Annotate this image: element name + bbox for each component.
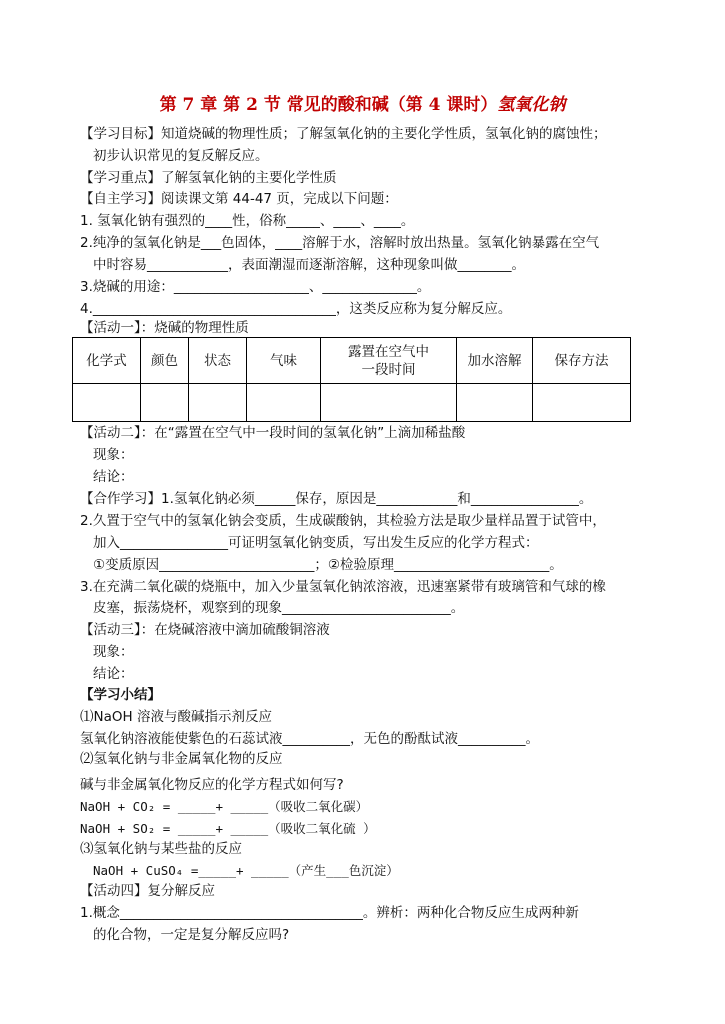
summary-item-1-text: 氢氧化钠溶液能使紫色的石蕊试液__________，无色的酚酞试液__________。: [80, 731, 539, 747]
equation-so2: NaOH + SO₂ = _____+ _____（吸收二氧化硫 ）: [80, 821, 376, 836]
activity-4-heading: 【活动四】复分解反应: [80, 883, 215, 899]
cooperative-line-1: 【合作学习】1.氢氧化钠必须______保存，原因是____________和________________。: [80, 491, 593, 507]
header-color: 颜色: [141, 338, 189, 384]
summary-item-2: ⑵氢氧化钠与非金属氧化物的反应: [80, 751, 283, 767]
cell-odor[interactable]: [247, 384, 321, 422]
question-2: 2.纯净的氢氧化钠是___色固体，____溶解于水，溶解时放出热量。氢氧化钠暴露在空气: [80, 235, 600, 251]
header-exposed-line1: 露置在空气中: [348, 343, 429, 360]
cooperative-line-5: 3.在充满二氧化碳的烧瓶中，加入少量氢氧化钠浓溶液，迅速塞紧带有玻璃管和气球的橡: [80, 579, 606, 595]
summary-question: 碱与非金属氧化物反应的化学方程式如何写?: [80, 777, 344, 793]
question-4: 4.____________________________________，这类反应称为复分解反应。: [80, 301, 512, 317]
header-formula: 化学式: [73, 338, 141, 384]
question-2-cont: 中时容易____________，表面潮湿而逐渐溶解，这种现象叫做________。: [93, 257, 525, 273]
self-study-line: 【自主学习】阅读课文第 44-47 页，完成以下问题：: [80, 191, 398, 207]
summary-heading: 【学习小结】: [80, 687, 161, 703]
cooperative-line-2: 2.久置于空气中的氢氧化钠会变质，生成碳酸钠，其检验方法是取少量样品置于试管中，: [80, 513, 606, 529]
learning-goal-line-2: 初步认识常见的复反解反应。: [93, 148, 269, 164]
title-italic: 氢氧化钠: [497, 95, 566, 115]
properties-table: [72, 337, 631, 422]
header-dissolve: 加水溶解: [457, 338, 533, 384]
cell-storage[interactable]: [533, 384, 631, 422]
cell-state[interactable]: [189, 384, 247, 422]
header-exposed: [321, 338, 457, 384]
equation-co2: NaOH + CO₂ = _____+ _____（吸收二氧化碳）: [80, 799, 369, 814]
summary-item-1: ⑴NaOH 溶液与酸碱指示剂反应: [80, 709, 272, 725]
activity-1-heading: 【活动一】：烧碱的物理性质: [80, 320, 249, 336]
activity-4-question: 的化合物，一定是复分解反应吗?: [93, 927, 290, 943]
equation-cuso4: NaOH + CuSO₄ =_____+ _____（产生___色沉淀）: [93, 863, 399, 878]
activity-3-conclusion: 结论：: [93, 666, 134, 682]
cooperative-line-4: ①变质原因_______________________；②检验原理_______________________。: [93, 557, 563, 573]
activity-4-concept: 1.概念____________________________________。辨析：两种化合物反应生成两种新: [80, 905, 579, 921]
question-1: 1. 氢氧化钠有强烈的____性，俗称_____、____、____。: [80, 213, 415, 229]
learning-goal-line: 【学习目标】知道烧碱的物理性质；了解氢氧化钠的主要化学性质，氢氧化钠的腐蚀性；: [80, 126, 607, 142]
header-storage: 保存方法: [533, 338, 631, 384]
header-exposed-line2: 一段时间: [361, 361, 416, 378]
activity-2-heading: 【活动二】：在“露置在空气中一段时间的氢氧化钠”上滴加稀盐酸: [80, 425, 466, 441]
page-title: [0, 90, 725, 115]
header-state: 状态: [189, 338, 247, 384]
summary-item-3: ⑶氢氧化钠与某些盐的反应: [80, 841, 242, 857]
cell-exposed[interactable]: [321, 384, 457, 422]
title-main: 第 7 章 第 2 节 常见的酸和碱（第 4 课时）: [159, 95, 498, 115]
cooperative-line-6: 皮塞，振荡烧杯，观察到的现象_________________________。: [93, 600, 465, 616]
cell-color[interactable]: [141, 384, 189, 422]
activity-3-heading: 【活动三】：在烧碱溶液中滴加硫酸铜溶液: [80, 622, 330, 638]
activity-2-conclusion: 结论：: [93, 469, 134, 485]
cell-dissolve[interactable]: [457, 384, 533, 422]
question-3: 3.烧碱的用途：____________________、______________。: [80, 279, 431, 295]
activity-2-phenomenon: 现象：: [93, 447, 134, 463]
cooperative-line-3: 加入________________可证明氢氧化钠变质，写出发生反应的化学方程式：: [93, 535, 539, 551]
activity-3-phenomenon: 现象：: [93, 644, 134, 660]
cell-formula[interactable]: [73, 384, 141, 422]
key-point-line: 【学习重点】了解氢氧化钠的主要化学性质: [80, 170, 337, 186]
header-odor: 气味: [247, 338, 321, 384]
